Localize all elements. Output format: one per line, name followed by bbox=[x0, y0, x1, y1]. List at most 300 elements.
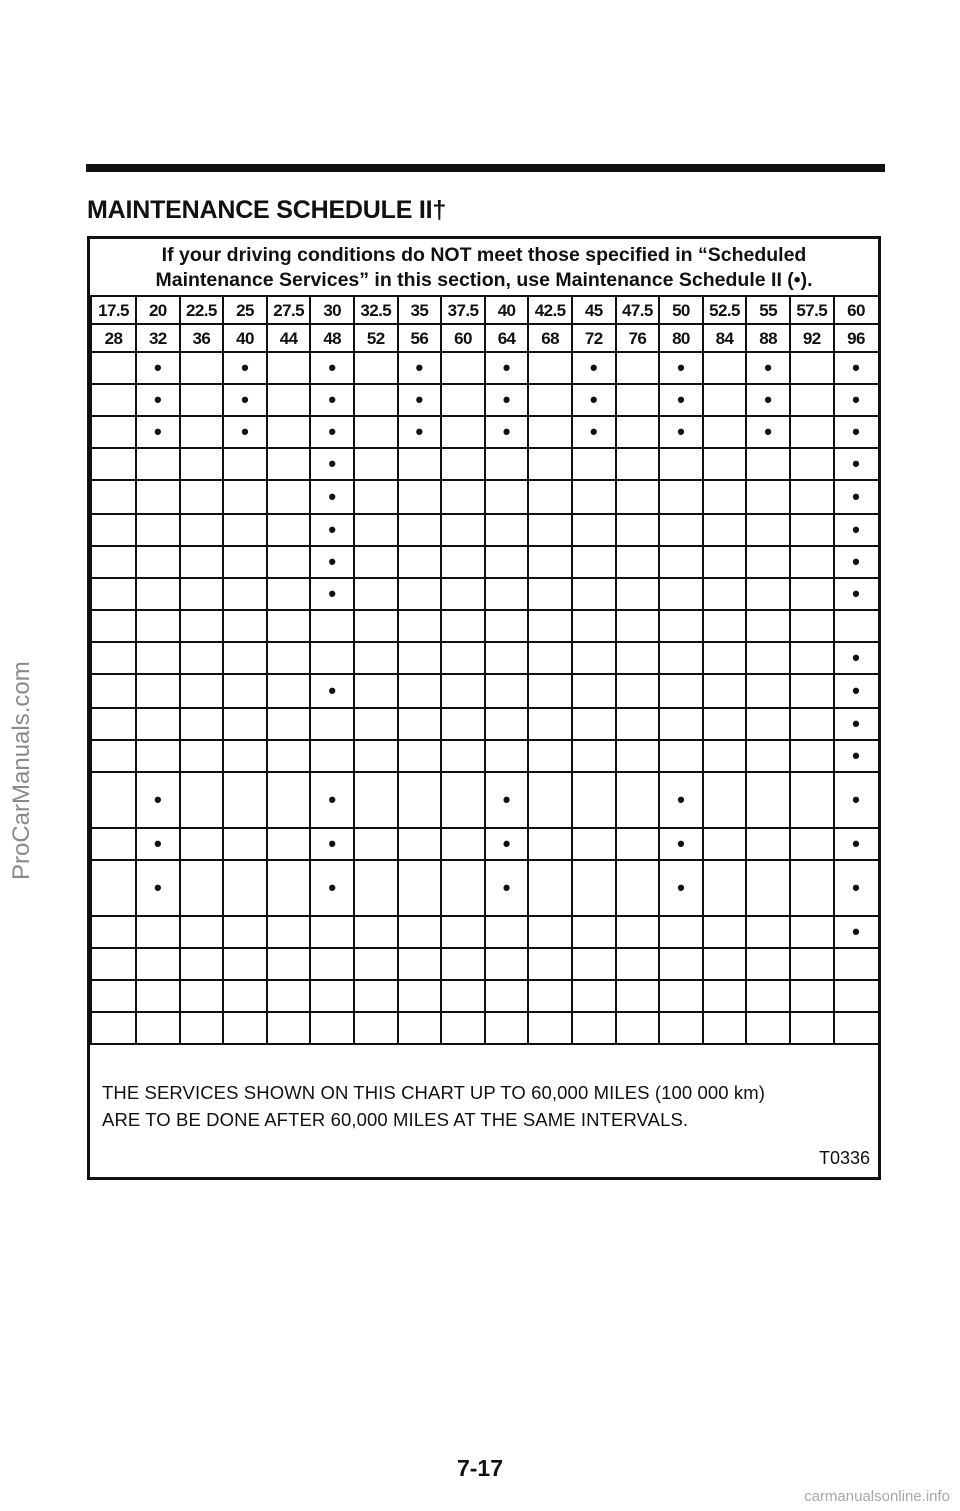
service-cell bbox=[572, 980, 616, 1012]
service-cell bbox=[659, 948, 703, 980]
service-cell bbox=[441, 1012, 485, 1044]
service-cell bbox=[485, 1012, 529, 1044]
service-cell bbox=[790, 980, 834, 1012]
service-cell bbox=[659, 514, 703, 546]
service-row bbox=[91, 448, 879, 480]
service-row bbox=[91, 980, 879, 1012]
service-cell bbox=[136, 948, 180, 980]
service-cell bbox=[746, 610, 790, 642]
service-cell bbox=[659, 610, 703, 642]
service-cell bbox=[485, 514, 529, 546]
service-cell bbox=[572, 610, 616, 642]
service-cell bbox=[746, 948, 790, 980]
service-cell bbox=[528, 916, 572, 948]
service-cell bbox=[91, 578, 136, 610]
service-cell bbox=[267, 578, 311, 610]
service-cell bbox=[528, 352, 572, 384]
service-cell bbox=[398, 448, 442, 480]
km-row-cell: 32 bbox=[136, 324, 180, 352]
service-cell bbox=[180, 772, 224, 828]
service-mark bbox=[746, 352, 790, 384]
service-cell bbox=[267, 384, 311, 416]
service-mark bbox=[572, 352, 616, 384]
service-cell bbox=[180, 1012, 224, 1044]
service-cell bbox=[790, 1012, 834, 1044]
service-cell bbox=[223, 448, 267, 480]
service-cell bbox=[180, 384, 224, 416]
service-cell bbox=[834, 948, 879, 980]
service-cell bbox=[790, 828, 834, 860]
km-row-cell: 64 bbox=[485, 324, 529, 352]
service-cell bbox=[572, 948, 616, 980]
service-cell bbox=[528, 610, 572, 642]
service-cell bbox=[703, 514, 747, 546]
miles-row-cell: 32.5 bbox=[354, 296, 398, 324]
service-cell bbox=[136, 610, 180, 642]
service-mark bbox=[398, 416, 442, 448]
service-cell bbox=[310, 916, 354, 948]
service-cell bbox=[91, 708, 136, 740]
service-row bbox=[91, 480, 879, 514]
service-cell bbox=[659, 1012, 703, 1044]
service-cell bbox=[441, 384, 485, 416]
service-cell bbox=[746, 546, 790, 578]
service-cell bbox=[91, 480, 136, 514]
service-cell bbox=[267, 448, 311, 480]
service-cell bbox=[485, 610, 529, 642]
service-cell bbox=[790, 860, 834, 916]
service-cell bbox=[180, 610, 224, 642]
service-cell bbox=[398, 948, 442, 980]
service-cell bbox=[703, 384, 747, 416]
service-cell bbox=[616, 674, 660, 708]
service-cell bbox=[616, 546, 660, 578]
service-cell bbox=[398, 980, 442, 1012]
service-cell bbox=[354, 948, 398, 980]
service-cell bbox=[616, 448, 660, 480]
service-cell bbox=[267, 514, 311, 546]
service-mark bbox=[834, 674, 879, 708]
service-cell bbox=[354, 740, 398, 772]
service-cell bbox=[659, 708, 703, 740]
service-mark bbox=[746, 416, 790, 448]
service-cell bbox=[790, 610, 834, 642]
service-cell bbox=[310, 948, 354, 980]
service-cell bbox=[267, 828, 311, 860]
service-cell bbox=[398, 860, 442, 916]
service-cell bbox=[91, 514, 136, 546]
service-cell bbox=[310, 610, 354, 642]
service-cell bbox=[354, 514, 398, 546]
miles-row bbox=[91, 296, 879, 324]
service-mark bbox=[834, 480, 879, 514]
service-cell bbox=[790, 514, 834, 546]
service-cell bbox=[703, 642, 747, 674]
service-cell bbox=[616, 480, 660, 514]
service-cell bbox=[354, 578, 398, 610]
service-cell bbox=[354, 828, 398, 860]
service-cell bbox=[790, 352, 834, 384]
service-cell bbox=[659, 480, 703, 514]
service-cell bbox=[441, 980, 485, 1012]
service-cell bbox=[136, 546, 180, 578]
service-cell bbox=[267, 708, 311, 740]
service-cell bbox=[180, 352, 224, 384]
service-cell bbox=[136, 642, 180, 674]
service-cell bbox=[790, 772, 834, 828]
schedule-grid bbox=[90, 295, 880, 1045]
service-mark bbox=[834, 352, 879, 384]
service-mark bbox=[136, 352, 180, 384]
service-cell bbox=[354, 480, 398, 514]
service-cell bbox=[180, 948, 224, 980]
service-cell bbox=[180, 916, 224, 948]
service-cell bbox=[180, 642, 224, 674]
service-cell bbox=[354, 674, 398, 708]
service-cell bbox=[441, 860, 485, 916]
service-cell bbox=[223, 480, 267, 514]
service-cell bbox=[91, 642, 136, 674]
km-row-cell: 96 bbox=[834, 324, 879, 352]
service-cell bbox=[223, 642, 267, 674]
service-cell bbox=[267, 948, 311, 980]
service-mark bbox=[310, 384, 354, 416]
miles-row-cell: 17.5 bbox=[91, 296, 136, 324]
service-mark bbox=[223, 384, 267, 416]
service-cell bbox=[746, 514, 790, 546]
service-cell bbox=[441, 948, 485, 980]
service-cell bbox=[528, 448, 572, 480]
service-cell bbox=[485, 546, 529, 578]
service-cell bbox=[746, 860, 790, 916]
service-row bbox=[91, 772, 879, 828]
service-mark bbox=[659, 384, 703, 416]
service-cell bbox=[91, 448, 136, 480]
service-cell bbox=[354, 642, 398, 674]
km-row-cell: 56 bbox=[398, 324, 442, 352]
service-cell bbox=[180, 546, 224, 578]
service-cell bbox=[616, 860, 660, 916]
service-mark bbox=[834, 828, 879, 860]
service-cell bbox=[398, 642, 442, 674]
service-mark bbox=[310, 448, 354, 480]
service-cell bbox=[572, 772, 616, 828]
service-cell bbox=[223, 674, 267, 708]
service-row bbox=[91, 740, 879, 772]
service-cell bbox=[485, 980, 529, 1012]
service-mark bbox=[834, 384, 879, 416]
service-cell bbox=[223, 980, 267, 1012]
service-cell bbox=[572, 642, 616, 674]
service-cell bbox=[746, 740, 790, 772]
service-cell bbox=[267, 642, 311, 674]
km-row-cell: 60 bbox=[441, 324, 485, 352]
service-cell bbox=[790, 740, 834, 772]
km-row-cell: 28 bbox=[91, 324, 136, 352]
service-cell bbox=[746, 674, 790, 708]
service-cell bbox=[528, 708, 572, 740]
service-cell bbox=[398, 916, 442, 948]
service-cell bbox=[703, 828, 747, 860]
miles-row-cell: 52.5 bbox=[703, 296, 747, 324]
km-row-cell: 44 bbox=[267, 324, 311, 352]
service-mark bbox=[572, 416, 616, 448]
service-cell bbox=[441, 740, 485, 772]
service-cell bbox=[659, 642, 703, 674]
service-cell bbox=[223, 860, 267, 916]
service-cell bbox=[528, 772, 572, 828]
service-row bbox=[91, 546, 879, 578]
service-mark bbox=[136, 772, 180, 828]
service-cell bbox=[528, 674, 572, 708]
service-mark bbox=[834, 708, 879, 740]
service-cell bbox=[746, 448, 790, 480]
service-cell bbox=[659, 740, 703, 772]
service-mark bbox=[659, 828, 703, 860]
service-cell bbox=[267, 674, 311, 708]
service-cell bbox=[528, 740, 572, 772]
service-cell bbox=[136, 916, 180, 948]
service-mark bbox=[834, 916, 879, 948]
service-cell bbox=[746, 1012, 790, 1044]
service-row bbox=[91, 674, 879, 708]
km-row-cell: 76 bbox=[616, 324, 660, 352]
service-cell bbox=[180, 980, 224, 1012]
service-mark bbox=[485, 384, 529, 416]
service-cell bbox=[659, 916, 703, 948]
service-cell bbox=[572, 1012, 616, 1044]
service-cell bbox=[136, 740, 180, 772]
service-row bbox=[91, 642, 879, 674]
service-cell bbox=[398, 674, 442, 708]
service-cell bbox=[746, 828, 790, 860]
service-mark bbox=[834, 514, 879, 546]
watermark: ProCarManuals.com bbox=[8, 661, 35, 880]
service-mark bbox=[398, 352, 442, 384]
service-cell bbox=[746, 980, 790, 1012]
service-cell bbox=[485, 948, 529, 980]
service-cell bbox=[180, 828, 224, 860]
service-cell bbox=[354, 352, 398, 384]
service-cell bbox=[528, 860, 572, 916]
service-cell bbox=[91, 740, 136, 772]
service-row bbox=[91, 578, 879, 610]
service-cell bbox=[616, 578, 660, 610]
service-cell bbox=[223, 610, 267, 642]
service-row bbox=[91, 384, 879, 416]
service-cell bbox=[616, 416, 660, 448]
service-cell bbox=[180, 448, 224, 480]
service-cell bbox=[91, 416, 136, 448]
service-mark bbox=[310, 514, 354, 546]
service-cell bbox=[703, 448, 747, 480]
service-cell bbox=[616, 384, 660, 416]
service-mark bbox=[310, 352, 354, 384]
service-cell bbox=[746, 708, 790, 740]
service-mark bbox=[136, 860, 180, 916]
intro-line-2: Maintenance Services” in this section, use Maintenance Schedule II (•). bbox=[155, 269, 813, 291]
service-cell bbox=[91, 546, 136, 578]
service-cell bbox=[485, 916, 529, 948]
service-cell bbox=[267, 980, 311, 1012]
service-cell bbox=[528, 948, 572, 980]
service-cell bbox=[790, 578, 834, 610]
service-cell bbox=[441, 448, 485, 480]
service-mark bbox=[485, 416, 529, 448]
maintenance-chart bbox=[87, 236, 881, 1180]
service-cell bbox=[572, 708, 616, 740]
service-mark bbox=[659, 772, 703, 828]
service-cell bbox=[616, 514, 660, 546]
service-cell bbox=[485, 674, 529, 708]
service-cell bbox=[790, 916, 834, 948]
service-cell bbox=[354, 980, 398, 1012]
service-cell bbox=[136, 480, 180, 514]
miles-row-cell: 20 bbox=[136, 296, 180, 324]
service-cell bbox=[441, 642, 485, 674]
service-cell bbox=[354, 448, 398, 480]
service-cell bbox=[91, 1012, 136, 1044]
service-cell bbox=[223, 514, 267, 546]
service-cell bbox=[441, 578, 485, 610]
service-cell bbox=[180, 514, 224, 546]
service-cell bbox=[136, 1012, 180, 1044]
service-cell bbox=[91, 352, 136, 384]
chart-code: T0336 bbox=[818, 1148, 870, 1168]
service-cell bbox=[746, 578, 790, 610]
service-cell bbox=[659, 546, 703, 578]
service-cell bbox=[310, 980, 354, 1012]
service-row bbox=[91, 352, 879, 384]
service-cell bbox=[223, 578, 267, 610]
service-cell bbox=[136, 448, 180, 480]
service-cell bbox=[528, 578, 572, 610]
service-cell bbox=[703, 480, 747, 514]
service-cell bbox=[834, 1012, 879, 1044]
service-cell bbox=[790, 546, 834, 578]
service-cell bbox=[790, 480, 834, 514]
service-cell bbox=[441, 352, 485, 384]
service-mark bbox=[485, 860, 529, 916]
service-mark bbox=[310, 578, 354, 610]
service-cell bbox=[180, 674, 224, 708]
service-mark bbox=[834, 772, 879, 828]
service-cell bbox=[790, 708, 834, 740]
service-cell bbox=[485, 480, 529, 514]
service-cell bbox=[441, 916, 485, 948]
service-cell bbox=[398, 772, 442, 828]
service-cell bbox=[180, 740, 224, 772]
service-row bbox=[91, 416, 879, 448]
service-cell bbox=[703, 916, 747, 948]
miles-row-cell: 37.5 bbox=[441, 296, 485, 324]
service-mark bbox=[136, 828, 180, 860]
km-row-cell: 48 bbox=[310, 324, 354, 352]
service-cell bbox=[267, 352, 311, 384]
service-cell bbox=[790, 948, 834, 980]
service-mark bbox=[834, 860, 879, 916]
service-cell bbox=[572, 916, 616, 948]
service-cell bbox=[354, 610, 398, 642]
service-cell bbox=[616, 642, 660, 674]
service-cell bbox=[91, 772, 136, 828]
service-mark bbox=[485, 828, 529, 860]
page-title: MAINTENANCE SCHEDULE II† bbox=[87, 196, 447, 224]
service-cell bbox=[659, 578, 703, 610]
service-cell bbox=[790, 416, 834, 448]
service-cell bbox=[136, 674, 180, 708]
service-cell bbox=[572, 578, 616, 610]
km-row-cell: 52 bbox=[354, 324, 398, 352]
service-cell bbox=[703, 674, 747, 708]
service-cell bbox=[746, 772, 790, 828]
service-cell bbox=[616, 1012, 660, 1044]
page-number: 7-17 bbox=[456, 1455, 504, 1481]
service-cell bbox=[354, 916, 398, 948]
service-mark bbox=[310, 674, 354, 708]
service-cell bbox=[354, 860, 398, 916]
top-rule bbox=[86, 164, 885, 172]
service-cell bbox=[267, 860, 311, 916]
service-cell bbox=[703, 740, 747, 772]
service-cell bbox=[528, 828, 572, 860]
service-cell bbox=[703, 708, 747, 740]
miles-row-cell: 30 bbox=[310, 296, 354, 324]
service-mark bbox=[834, 448, 879, 480]
service-mark bbox=[310, 772, 354, 828]
service-mark bbox=[310, 828, 354, 860]
service-cell bbox=[834, 980, 879, 1012]
service-cell bbox=[267, 916, 311, 948]
service-cell bbox=[659, 674, 703, 708]
service-cell bbox=[790, 674, 834, 708]
service-cell bbox=[441, 708, 485, 740]
service-cell bbox=[616, 740, 660, 772]
service-cell bbox=[91, 384, 136, 416]
service-cell bbox=[572, 860, 616, 916]
service-cell bbox=[528, 546, 572, 578]
footnote-line-1: THE SERVICES SHOWN ON THIS CHART UP TO 60,000 MILES (100 000 km) bbox=[102, 1082, 766, 1103]
service-cell bbox=[572, 480, 616, 514]
service-cell bbox=[267, 740, 311, 772]
service-cell bbox=[354, 708, 398, 740]
service-cell bbox=[398, 610, 442, 642]
service-cell bbox=[267, 546, 311, 578]
service-cell bbox=[223, 948, 267, 980]
miles-row-cell: 45 bbox=[572, 296, 616, 324]
service-row bbox=[91, 1012, 879, 1044]
service-cell bbox=[616, 610, 660, 642]
service-cell bbox=[223, 708, 267, 740]
service-cell bbox=[703, 546, 747, 578]
service-cell bbox=[616, 708, 660, 740]
service-cell bbox=[616, 772, 660, 828]
service-mark bbox=[834, 642, 879, 674]
service-cell bbox=[398, 480, 442, 514]
service-cell bbox=[528, 980, 572, 1012]
service-cell bbox=[223, 916, 267, 948]
service-cell bbox=[136, 980, 180, 1012]
km-row-cell: 80 bbox=[659, 324, 703, 352]
service-cell bbox=[91, 916, 136, 948]
service-cell bbox=[91, 948, 136, 980]
km-row-cell: 84 bbox=[703, 324, 747, 352]
service-cell bbox=[223, 1012, 267, 1044]
service-cell bbox=[616, 352, 660, 384]
service-cell bbox=[91, 610, 136, 642]
service-cell bbox=[180, 416, 224, 448]
service-cell bbox=[267, 416, 311, 448]
